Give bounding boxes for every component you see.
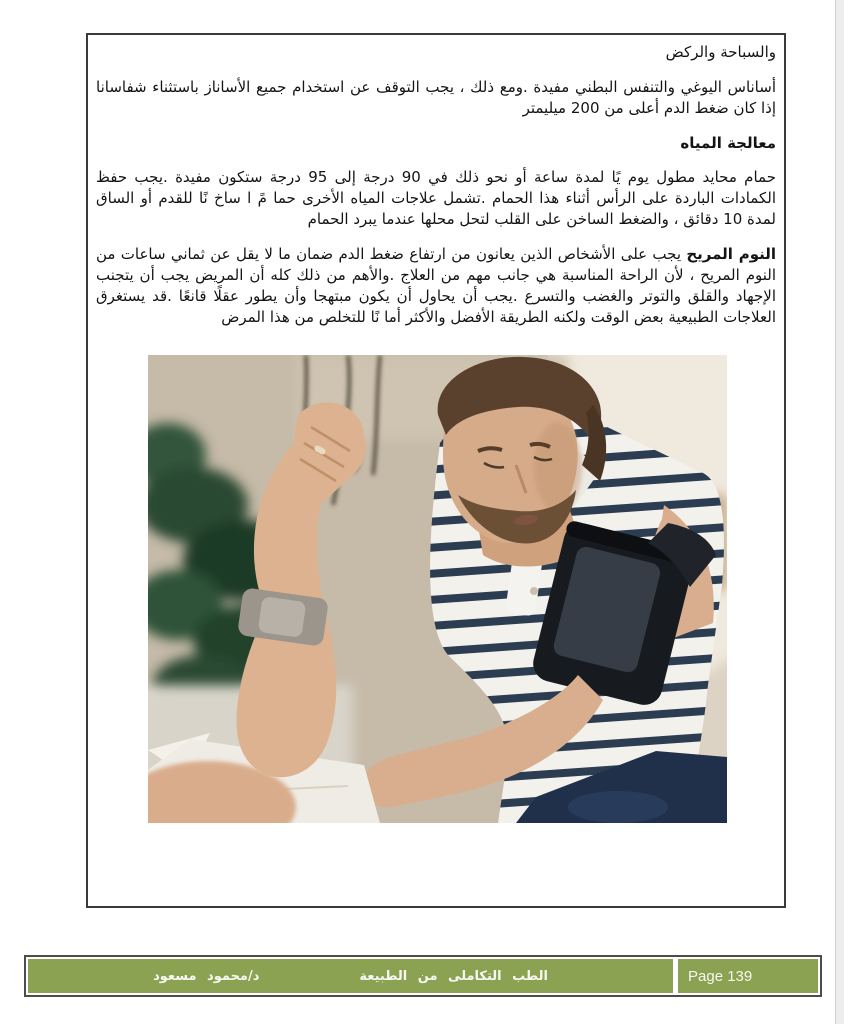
paragraph-restful-sleep: [96, 244, 776, 328]
paragraph-water-treatment: حمام محايد مطول يوم يًا لمدة ساعة أو نحو ذلك في 90 درجة إلى 95 درجة ستكون مفيدة .يجب حفظ الكمادات الباردة على الرأس أثناء هذا الحمام .تشمل علاجات المياه الأخرى حما مً ا ساخ نًا للقدم أو الساق لمدة 10 دقائق ، والضغط الساخن على القلب لتحل محلها عندما يبرد الحمام: [96, 168, 776, 228]
footer-book-title: الطب التكاملى من الطبيعة: [359, 968, 548, 984]
page-edge-strip: [835, 0, 844, 1024]
content-frame: [86, 33, 786, 908]
heading-water-treatment: معالجة المياه: [680, 134, 776, 152]
footer-page-number: Page 139: [688, 967, 753, 985]
paragraph-yoga-asanas: أساناس اليوغي والتنفس البطني مفيدة .ومع ذلك ، يجب التوقف عن استخدام جميع الأساناز باستثناء شفاسانا إذا كان ضغط الدم أعلى من 200 ميليمتر: [96, 78, 776, 117]
man-blood-pressure-illustration: [148, 355, 727, 823]
footer-title-cell: [28, 959, 673, 993]
patient-photo: [148, 355, 727, 823]
footer-author: د/محمود مسعود: [153, 968, 260, 984]
footer-page-cell: [678, 959, 818, 993]
restful-sleep-body: يجب على الأشخاص الذين يعانون من ارتفاع ضغط الدم ضمان ما لا يقل عن ثماني ساعات من النوم المريح ، لأن الراحة المناسبة هي جانب مهم من العلاج .والأهم من ذلك كله أن المريض يجب أن يتجنب الإجهاد والقلق والتوتر والغضب والتسرع .يجب أن يحاول أن يكون مبتهجا وأن يطور عقلًا قانعًا .قد يستغرق العلاجات الطبيعية بعض الوقت ولكنه الطريقة الأفضل والأكثر أما نًا للتخلص من هذا المرض: [96, 245, 776, 326]
restful-sleep-lead: النوم المريح: [686, 245, 776, 263]
footer-bar: [24, 955, 822, 997]
paragraph-swimming-running: والسباحة والركض: [665, 43, 776, 61]
